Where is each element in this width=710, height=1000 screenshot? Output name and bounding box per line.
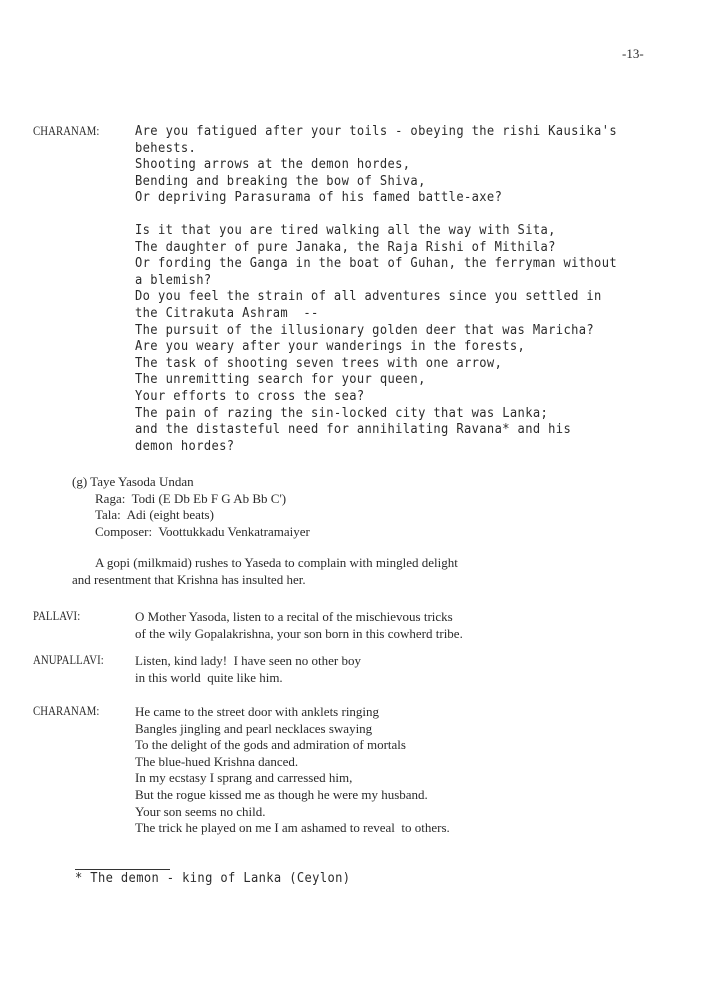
verse-line: Listen, kind lady! I have seen no other boy	[135, 653, 361, 668]
verse-line: Your efforts to cross the sea?	[135, 388, 365, 404]
verse-line: and the distasteful need for annihilating Ravana* and his	[135, 422, 572, 438]
verse-line: Your son seems no child.	[135, 803, 266, 819]
footnote-divider	[75, 869, 170, 870]
section-label: CHARANAM:	[33, 704, 100, 718]
verse-line: But the rogue kissed me as though he were my husband.	[135, 786, 428, 802]
section-label: PALLAVI:	[33, 609, 81, 623]
verse-line: Bangles jingling and pearl necklaces swaying	[135, 720, 373, 736]
composer-info: Composer: Voottukkadu Venkatramaiyer	[95, 523, 310, 539]
verse-line: The pursuit of the illusionary golden deer that was Maricha?	[135, 322, 595, 338]
verse-line: In my ecstasy I sprang and carressed him,	[135, 770, 353, 786]
verse-line: of the wily Gopalakrishna, your son born in this cowherd tribe.	[135, 625, 463, 641]
tala-info: Tala: Adi (eight beats)	[95, 507, 214, 523]
verse-line: The daughter of pure Janaka, the Raja Rishi of Mithila?	[135, 239, 556, 255]
verse-line: The pain of razing the sin-locked city that was Lanka;	[135, 405, 549, 421]
verse-line: The unremitting search for your queen,	[135, 372, 426, 388]
verse-line: The trick he played on me I am ashamed to reveal to others.	[135, 820, 450, 836]
verse-line: Do you feel the strain of all adventures since you settled in	[135, 289, 602, 305]
verse-line: To the delight of the gods and admiration of mortals	[135, 737, 406, 753]
verse-stanza-1	[135, 124, 617, 455]
verse-line: Or depriving Parasurama of his famed battle-axe?	[135, 190, 503, 206]
verse-line: The task of shooting seven trees with one arrow,	[135, 355, 503, 371]
verse-line: Are you fatigued after your toils - obeying the rishi Kausika's	[135, 124, 618, 139]
song-title: (g) Taye Yasoda Undan	[72, 474, 194, 489]
raga-info: Raga: Todi (E Db Eb F G Ab Bb C')	[95, 490, 287, 506]
verse-line: The blue-hued Krishna danced.	[135, 753, 299, 769]
verse-line: Or fording the Ganga in the boat of Guhan, the ferryman without	[135, 256, 618, 272]
verse-line: in this world quite like him.	[135, 669, 283, 685]
verse-line: behests.	[135, 140, 197, 156]
intro-line: and resentment that Krishna has insulted her.	[72, 572, 306, 587]
verse-line: Is it that you are tired walking all the way with Sita,	[135, 222, 556, 238]
verse-line: Shooting arrows at the demon hordes,	[135, 157, 411, 173]
section-label: ANUPALLAVI:	[33, 653, 104, 667]
verse-line: Bending and breaking the bow of Shiva,	[135, 173, 426, 189]
section-label: CHARANAM:	[33, 124, 100, 138]
verse-line: the Citrakuta Ashram --	[135, 305, 319, 321]
verse-line: O Mother Yasoda, listen to a recital of the mischievous tricks	[135, 609, 453, 624]
verse-line: demon hordes?	[135, 438, 235, 454]
footnote: * The demon - king of Lanka (Ceylon)	[75, 871, 351, 886]
intro-line: A gopi (milkmaid) rushes to Yaseda to complain with mingled delight	[95, 555, 458, 570]
verse-line: a blemish?	[135, 272, 212, 288]
verse-line: He came to the street door with anklets ringing	[135, 704, 380, 719]
page-number: -13-	[622, 46, 644, 61]
verse-line: Are you weary after your wanderings in the forests,	[135, 339, 526, 355]
